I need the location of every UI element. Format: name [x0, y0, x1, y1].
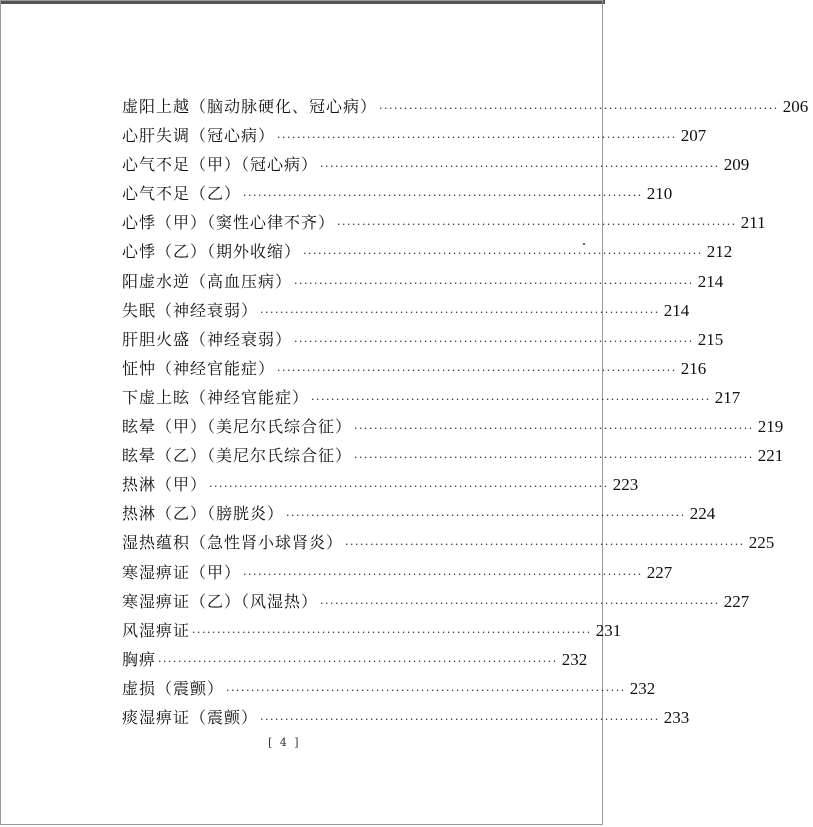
toc-entry — [122, 152, 750, 181]
toc-entry — [122, 647, 588, 676]
toc-entry-title: 怔忡（神经官能症） — [122, 358, 276, 378]
toc-entry-title: 痰湿痹证（震颤） — [122, 707, 259, 727]
toc-entry-title: 下虚上眩（神经官能症） — [122, 387, 310, 407]
toc-entry-page: 225 — [748, 533, 775, 553]
toc-entry — [122, 123, 707, 152]
toc-entry — [122, 298, 690, 327]
toc-entry — [122, 589, 750, 618]
toc-entry — [122, 618, 622, 647]
toc-entry-page: 232 — [561, 649, 588, 669]
toc-entry-title: 湿热蕴积（急性肾小球肾炎） — [122, 533, 344, 553]
toc-entry-page: 223 — [612, 475, 639, 495]
toc-entry-page: 233 — [663, 707, 690, 727]
toc-entry — [122, 501, 716, 530]
toc-entry-title: 阳虚水逆（高血压病） — [122, 271, 293, 291]
toc-entry-title: 失眠（神经衰弱） — [122, 300, 259, 320]
toc-entry-page: 212 — [706, 242, 733, 262]
dot-leader: ················································································ — [294, 276, 694, 290]
toc-entry-title: 寒湿痹证（甲） — [122, 562, 242, 582]
toc-entry — [122, 414, 784, 443]
toc-entry — [122, 327, 724, 356]
toc-entry — [122, 356, 707, 385]
toc-entry-page: 207 — [680, 126, 707, 146]
toc-entry-page: 221 — [757, 446, 784, 466]
toc-entry-page: 214 — [663, 300, 690, 320]
dot-leader: ················································································ — [294, 334, 694, 348]
toc-entry-title: 眩晕（甲）（美尼尔氏综合征） — [122, 417, 353, 437]
toc-entry-page: 219 — [757, 417, 784, 437]
toc-entry-page: 211 — [740, 213, 766, 233]
toc-entry-page: 227 — [723, 591, 750, 611]
dot-leader: ················································································ — [354, 451, 754, 465]
toc-entry-page: 224 — [689, 504, 716, 524]
dot-leader: ················································································ — [320, 160, 720, 174]
toc-entry-title: 心气不足（甲）（冠心病） — [122, 155, 319, 175]
dot-leader: ················································································ — [226, 683, 626, 697]
toc-entry — [122, 269, 724, 298]
toc-entry — [122, 472, 639, 501]
toc-entry — [122, 385, 741, 414]
toc-entry-page: 227 — [646, 562, 673, 582]
dot-leader: ················································································ — [158, 654, 558, 668]
dot-leader: ················································································ — [260, 712, 660, 726]
dot-leader: ················································································ — [379, 102, 779, 115]
toc-entry — [122, 181, 673, 210]
toc-entry — [122, 530, 775, 559]
dot-leader: ················································································ — [260, 305, 660, 319]
dot-leader: ················································································ — [354, 422, 754, 436]
toc-entry-title: 心肝失调（冠心病） — [122, 126, 276, 146]
toc-entry-page: 232 — [629, 678, 656, 698]
toc-entry-title: 虚损（震颤） — [122, 678, 225, 698]
toc-entry — [122, 239, 733, 268]
toc-entry-page: 231 — [595, 620, 622, 640]
toc-entry-page: 215 — [697, 329, 724, 349]
toc-entry-page: 216 — [680, 358, 707, 378]
scan-speck — [583, 243, 585, 245]
toc-entry-page: 210 — [646, 184, 673, 204]
dot-leader: ················································································ — [243, 567, 643, 581]
dot-leader: ················································································ — [320, 596, 720, 610]
table-of-contents — [122, 94, 809, 734]
toc-entry-page: 214 — [697, 271, 724, 291]
dot-leader: ················································································ — [337, 218, 737, 232]
dot-leader: ················································································ — [303, 247, 703, 261]
toc-entry-title: 热淋（甲） — [122, 475, 208, 495]
dot-leader: ················································································ — [277, 131, 677, 145]
dot-leader: ················································································ — [209, 480, 609, 494]
toc-entry — [122, 443, 784, 472]
dot-leader: ················································································ — [286, 509, 686, 523]
toc-entry-title: 心悸（乙）（期外收缩） — [122, 242, 302, 262]
toc-entry-title: 寒湿痹证（乙）（风湿热） — [122, 591, 319, 611]
toc-entry-title: 心悸（甲）（窦性心律不齐） — [122, 213, 336, 233]
page-number-mark: [ 4 ] — [268, 736, 301, 749]
dot-leader: ················································································ — [311, 392, 711, 406]
toc-entry-page: 206 — [782, 97, 809, 116]
dot-leader: ················································································ — [192, 625, 592, 639]
toc-entry — [122, 560, 673, 589]
toc-entry-title: 风湿痹证 — [122, 620, 191, 640]
toc-entry-title: 胸痹 — [122, 649, 157, 669]
dot-leader: ················································································ — [243, 189, 643, 203]
toc-entry — [122, 94, 809, 123]
toc-entry — [122, 705, 690, 734]
toc-entry-title: 眩晕（乙）（美尼尔氏综合征） — [122, 446, 353, 466]
dot-leader: ················································································ — [345, 538, 745, 552]
toc-entry-title: 肝胆火盛（神经衰弱） — [122, 329, 293, 349]
toc-entry-page: 209 — [723, 155, 750, 175]
toc-entry — [122, 676, 656, 705]
toc-entry-page: 217 — [714, 387, 741, 407]
toc-entry-title: 心气不足（乙） — [122, 184, 242, 204]
dot-leader: ················································································ — [277, 363, 677, 377]
toc-entry-title: 虚阳上越（脑动脉硬化、冠心病） — [122, 97, 378, 116]
toc-entry-title: 热淋（乙）（膀胱炎） — [122, 504, 285, 524]
toc-entry — [122, 210, 766, 239]
